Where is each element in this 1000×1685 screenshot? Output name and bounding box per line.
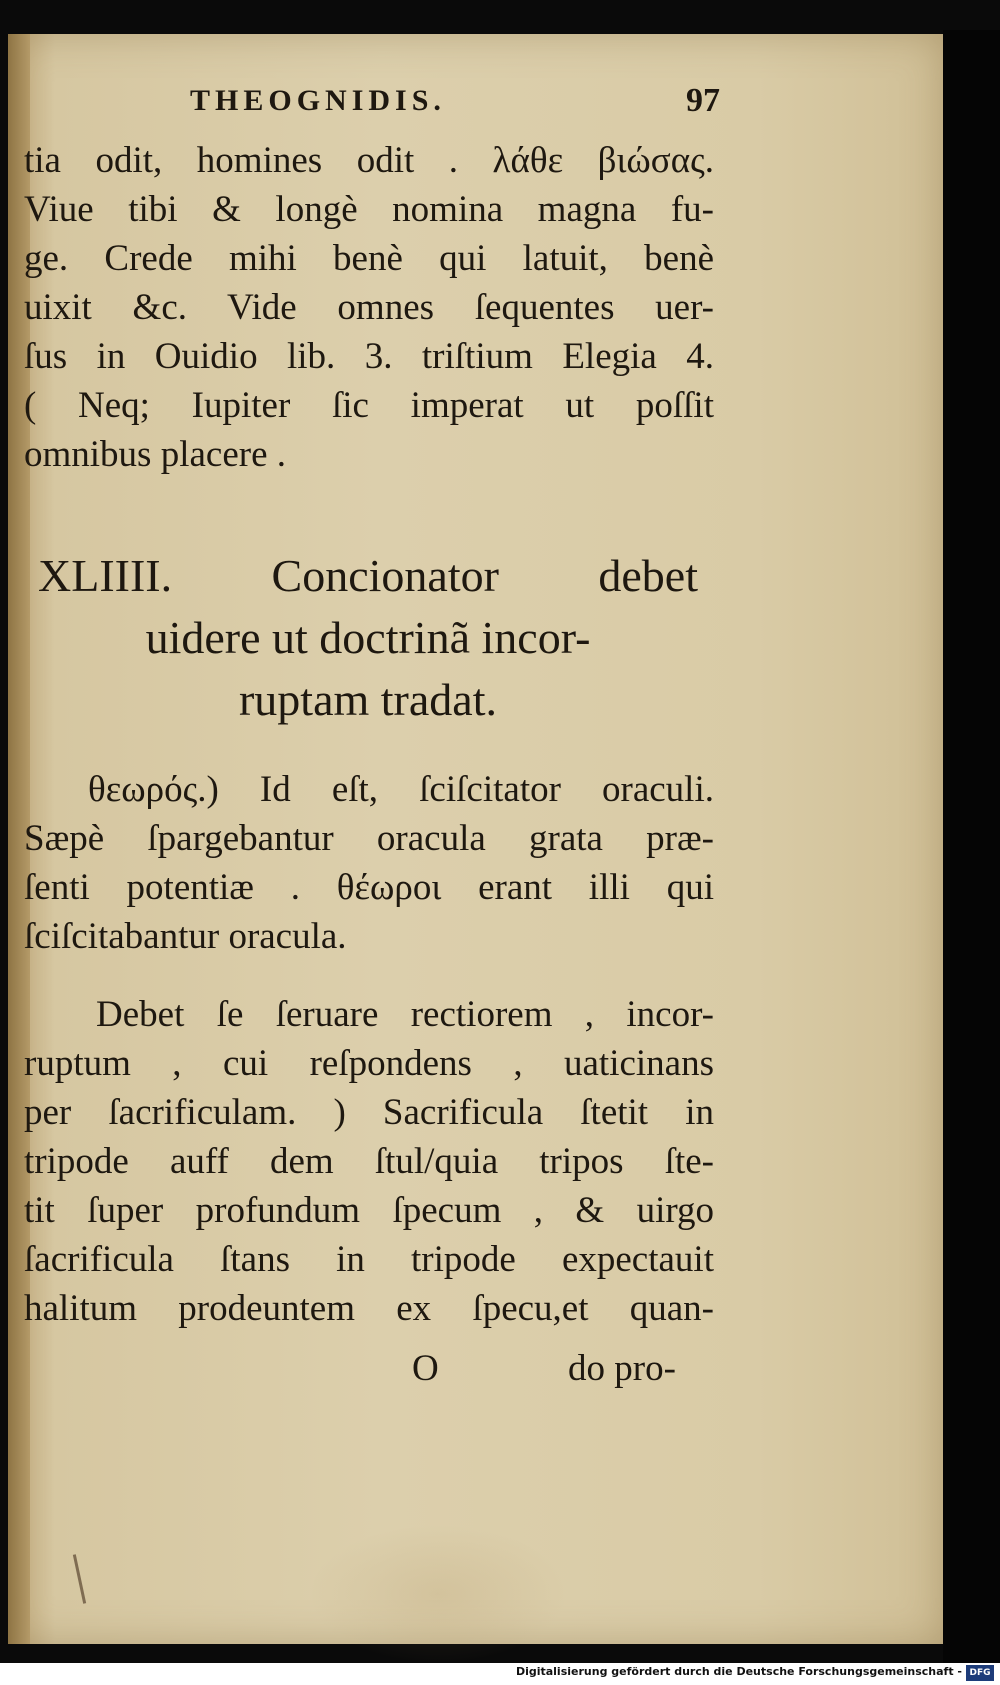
page-number: 97 bbox=[686, 82, 720, 119]
credit-bar bbox=[0, 1663, 1000, 1685]
text-line: ge. Crede mihi benè qui latuit, benè bbox=[24, 238, 714, 279]
text-line: Sæpè ſpargebantur oracula grata præ- bbox=[24, 818, 714, 859]
heading-line: ruptam tradat. bbox=[238, 674, 497, 725]
text-line: ( Neq; Iupiter ſic imperat ut poſſit bbox=[24, 385, 714, 426]
text-line: tripode auff dem ſtul/quia tripos ſte- bbox=[24, 1141, 714, 1182]
text-line: Debet ſe ſeruare rectiorem , incor- bbox=[96, 994, 714, 1035]
signature-mark: O bbox=[412, 1348, 439, 1389]
page-header bbox=[190, 84, 720, 124]
ink-mark bbox=[73, 1554, 86, 1604]
text-line: Viue tibi & longè nomina magna fu- bbox=[24, 189, 714, 230]
heading-line: XLIIII. Concionator debet bbox=[38, 550, 698, 601]
text-line: ſus in Ouidio lib. 3. triſtium Elegia 4. bbox=[24, 336, 714, 377]
text-line: ruptum , cui reſpondens , uaticinans bbox=[24, 1043, 714, 1084]
text-line: uixit &c. Vide omnes ſequentes uer- bbox=[24, 287, 714, 328]
text-line: ſacrificula ſtans in tripode expectauit bbox=[24, 1239, 714, 1280]
section-heading bbox=[38, 545, 698, 731]
paper-stain bbox=[308, 1524, 568, 1663]
paragraph-2 bbox=[24, 765, 714, 961]
text-line: θεωρός.) Id eſt, ſciſcitator oraculi. bbox=[88, 769, 714, 810]
text-line: ſenti potentiæ . θέωροι erant illi qui bbox=[24, 867, 714, 908]
text-line: ſciſcitabantur oracula. bbox=[24, 916, 347, 957]
paragraph-3 bbox=[24, 990, 714, 1333]
text-line: omnibus placere . bbox=[24, 434, 286, 475]
text-line: tia odit, homines odit . λάθε βιώσας. bbox=[24, 140, 714, 181]
dfg-logo-icon: DFG bbox=[966, 1665, 994, 1681]
running-head: THEOGNIDIS. bbox=[190, 84, 446, 117]
catchword: do pro- bbox=[568, 1348, 676, 1389]
paragraph-1 bbox=[24, 136, 714, 479]
scan-border bbox=[943, 30, 1000, 1663]
heading-line: uidere ut doctrinã incor- bbox=[145, 612, 591, 663]
text-line: per ſacrificulam. ) Sacrificula ſtetit in bbox=[24, 1092, 714, 1133]
funding-credit: Digitalisierung gefördert durch die Deutsche Forschungsgemeinschaft - bbox=[515, 1665, 962, 1678]
text-line: halitum prodeuntem ex ſpecu,et quan- bbox=[24, 1288, 714, 1329]
text-line: tit ſuper profundum ſpecum , & uirgo bbox=[24, 1190, 714, 1231]
